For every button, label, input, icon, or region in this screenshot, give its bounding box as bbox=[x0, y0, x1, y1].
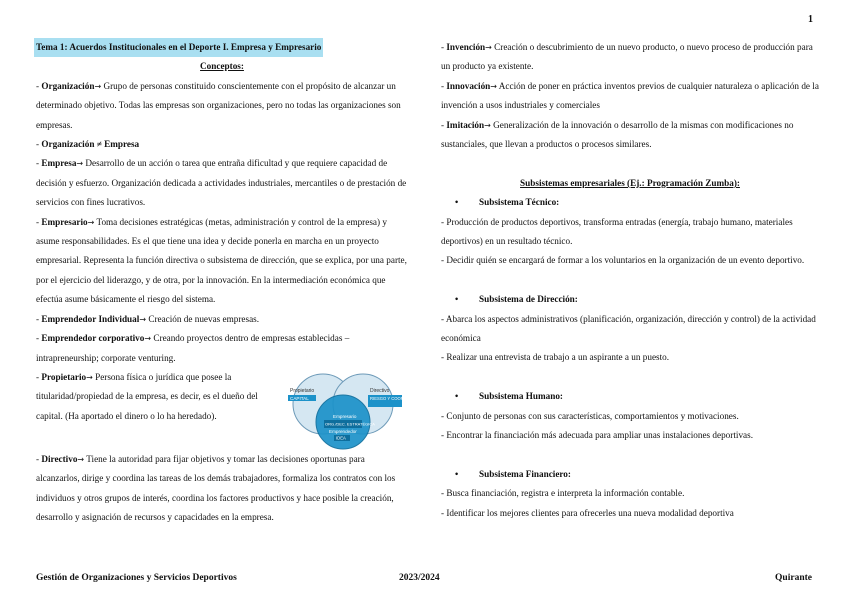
subsystem-line: - Encontrar la financiación más adecuada para ampliar unas instalaciones deportivas. bbox=[441, 430, 753, 441]
right-column bbox=[441, 38, 819, 523]
concept-item: - Organización ≠ Empresa bbox=[36, 139, 140, 150]
concept-item: - Invención→ Creación o descubrimiento de un nuevo producto, o nuevo proceso de producción para un producto ya existente. bbox=[441, 42, 813, 72]
footer-year: 2023/2024 bbox=[399, 573, 440, 583]
footer-course: Gestión de Organizaciones y Servicios Deportivos bbox=[36, 573, 237, 583]
venn-left-value: CAPITAL bbox=[290, 395, 309, 401]
concept-item: - Directivo→ Tiene la autoridad para fijar objetivos y tomar las decisiones oportunas para alcanzarlos, dirige y coordina las tareas de los demás trabajadores, formaliza los contratos con los individuos y otros grupos de interés, coordina los factores productivos y hace posible la creación, desarrollo y asignación de recursos y capacidades en la empresa. bbox=[36, 453, 396, 523]
venn-right-value: RIESGO Y COORDINA bbox=[370, 395, 414, 401]
concept-item: - Propietario→ Persona física o jurídica que posee la titularidad/propiedad de la empresa, es decir, es el dueño del capital. (Ha aportado el dinero o lo ha heredado). bbox=[36, 371, 258, 421]
concept-item: - Organización→ Grupo de personas constituido conscientemente con el propósito de alcanzar un determinado objetivo. Todas las empresas son organizaciones, pero no todas las organizaciones son empresas. bbox=[36, 80, 401, 130]
page-title: Tema 1: Acuerdos Institucionales en el Deporte I. Empresa y Empresario bbox=[34, 38, 323, 57]
subsystem-title: • Subsistema Técnico: bbox=[441, 193, 819, 212]
venn-bottom-value: ORG./DEC. ESTRATÉGICA bbox=[325, 421, 375, 427]
subsystem-line: - Identificar los mejores clientes para ofrecerles una nueva modalidad deportiva bbox=[441, 507, 734, 518]
page-number: 1 bbox=[808, 14, 813, 25]
venn-bottom-label: Empresario bbox=[333, 413, 357, 419]
venn-right-label: Directivo bbox=[370, 387, 390, 394]
subsystem-line: - Conjunto de personas con sus características, comportamientos y motivaciones. bbox=[441, 410, 739, 421]
subsystem-line: - Abarca los aspectos administrativos (planificación, organización, dirección y control) de la actividad económica bbox=[441, 313, 816, 344]
venn-left-label: Propietario bbox=[290, 387, 315, 394]
subsystem-title: • Subsistema Humano: bbox=[441, 387, 819, 406]
concept-item: - Imitación→ Generalización de la innovación o desarrollo de la mismas con modificaciones no sustanciales, que llevan a productos o procesos similares. bbox=[441, 119, 794, 150]
subsystem-line: - Producción de productos deportivos, transforma entradas (energía, trabajo humano, materiales deportivos) en un resultado técnico. bbox=[441, 216, 793, 247]
left-column bbox=[36, 38, 414, 528]
concept-item: - Emprendedor Individual→ Creación de nuevas empresas. bbox=[36, 313, 260, 324]
subsystem-line: - Realizar una entrevista de trabajo a un aspirante a un puesto. bbox=[441, 352, 670, 363]
subsystem-line: - Busca financiación, registra e interpreta la información contable. bbox=[441, 488, 685, 499]
concept-item: - Empresario→ Toma decisiones estratégicas (metas, administración y control de la empresa) y asume responsabilidades. Es el que tiene una idea y decide ponerla en marcha en un proyecto empresarial. Representa la función directiva o subsistema de dirección, que se explica, por una parte, por el ejercicio del liderazgo, y de otra, por la innovación. En la intermediación económica que efectúa asume básicamente el riesgo del sistema. bbox=[36, 216, 407, 305]
subsystems-heading: Subsistemas empresariales (Ej.: Programación Zumba): bbox=[520, 177, 740, 188]
concept-item: - Innovación→ Acción de poner en práctica inventos previos de cualquier naturaleza o aplicación de la invención a usos industriales y comerciales bbox=[441, 80, 819, 111]
venn-diagram bbox=[278, 372, 414, 450]
venn-bottom-label2: Emprendedor bbox=[329, 428, 357, 434]
subsystem-title: • Subsistema de Dirección: bbox=[441, 290, 819, 309]
concept-item: - Emprendedor corporativo→ Creando proyectos dentro de empresas establecidas – intrapreneurship; corporate venturing. bbox=[36, 333, 350, 363]
footer-author: Quirante bbox=[775, 573, 812, 583]
subsystem-line: - Decidir quién se encargará de formar a los voluntarios en la organización de un evento deportivo. bbox=[441, 255, 805, 266]
concepts-heading: Conceptos: bbox=[200, 61, 244, 72]
venn-bottom-value2: IDEA bbox=[336, 435, 346, 441]
concept-item: - Empresa→ Desarrollo de un acción o tarea que entraña dificultad y que requiere capacidad de decisión y esfuerzo. Organización dedicada a actividades industriales, mercantiles o de prestación de servicios con fines lucrativos. bbox=[36, 158, 407, 208]
subsystem-title: • Subsistema Financiero: bbox=[441, 465, 819, 484]
